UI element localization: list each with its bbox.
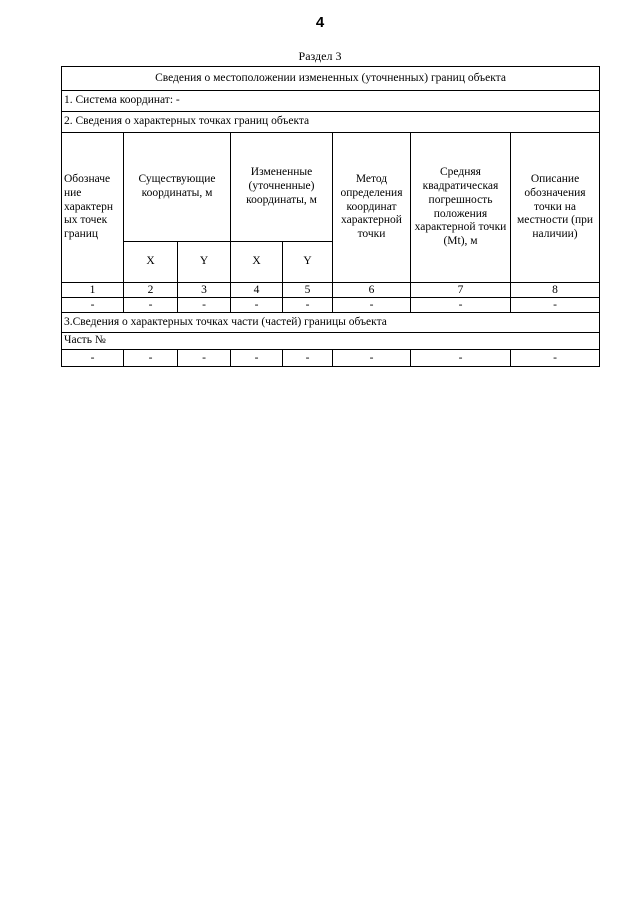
header-row [62,133,600,242]
parts-heading-row [62,313,600,333]
table-cell: - [411,298,511,313]
header-x-existing: X [124,242,178,283]
table-title-row [62,67,600,91]
table-cell: - [333,298,411,313]
coordinate-system: 1. Система координат: - [62,91,600,112]
table-cell: - [62,350,124,367]
table-cell: - [124,298,178,313]
points-heading-row [62,112,600,133]
points-data-row [62,298,600,313]
table-cell: - [333,350,411,367]
table-title: Сведения о местоположении измененных (уточненных) границ объекта [62,67,600,91]
table-cell: - [231,298,283,313]
boundary-table [61,66,600,367]
header-existing: Существующие координаты, м [124,133,231,242]
table-cell: - [411,350,511,367]
table-cell: - [231,350,283,367]
parts-heading: 3.Сведения о характерных точках части (частей) границы объекта [62,313,600,333]
coordinate-system-row [62,91,600,112]
column-number: 5 [283,283,333,298]
section-title: Раздел 3 [298,49,342,63]
table-cell: - [178,350,231,367]
column-number: 8 [511,283,600,298]
page-number: 4 [315,14,325,31]
header-changed: Измененные (уточненные) координаты, м [231,133,333,242]
points-heading: 2. Сведения о характерных точках границ объекта [62,112,600,133]
column-number: 4 [231,283,283,298]
column-number: 3 [178,283,231,298]
table-cell: - [511,298,600,313]
header-x-changed: X [231,242,283,283]
header-description: Описание обозначения точки на местности (при наличии) [511,133,600,283]
table-cell: - [178,298,231,313]
parts-data-row [62,350,600,367]
table-cell: - [62,298,124,313]
table-cell: - [283,298,333,313]
header-error: Средняя квадратическая погрешность положения характерной точки (Mt), м [411,133,511,283]
column-number: 1 [62,283,124,298]
header-y-changed: Y [283,242,333,283]
table-cell: - [283,350,333,367]
column-number: 6 [333,283,411,298]
part-label: Часть № [62,333,600,350]
header-designation: Обозначе ние характерн ых точек границ [62,133,124,283]
part-label-row [62,333,600,350]
column-number: 7 [411,283,511,298]
table-cell: - [511,350,600,367]
header-y-existing: Y [178,242,231,283]
table-cell: - [124,350,178,367]
header-method: Метод определения координат характерной точки [333,133,411,283]
column-number: 2 [124,283,178,298]
column-numbers-row [62,283,600,298]
